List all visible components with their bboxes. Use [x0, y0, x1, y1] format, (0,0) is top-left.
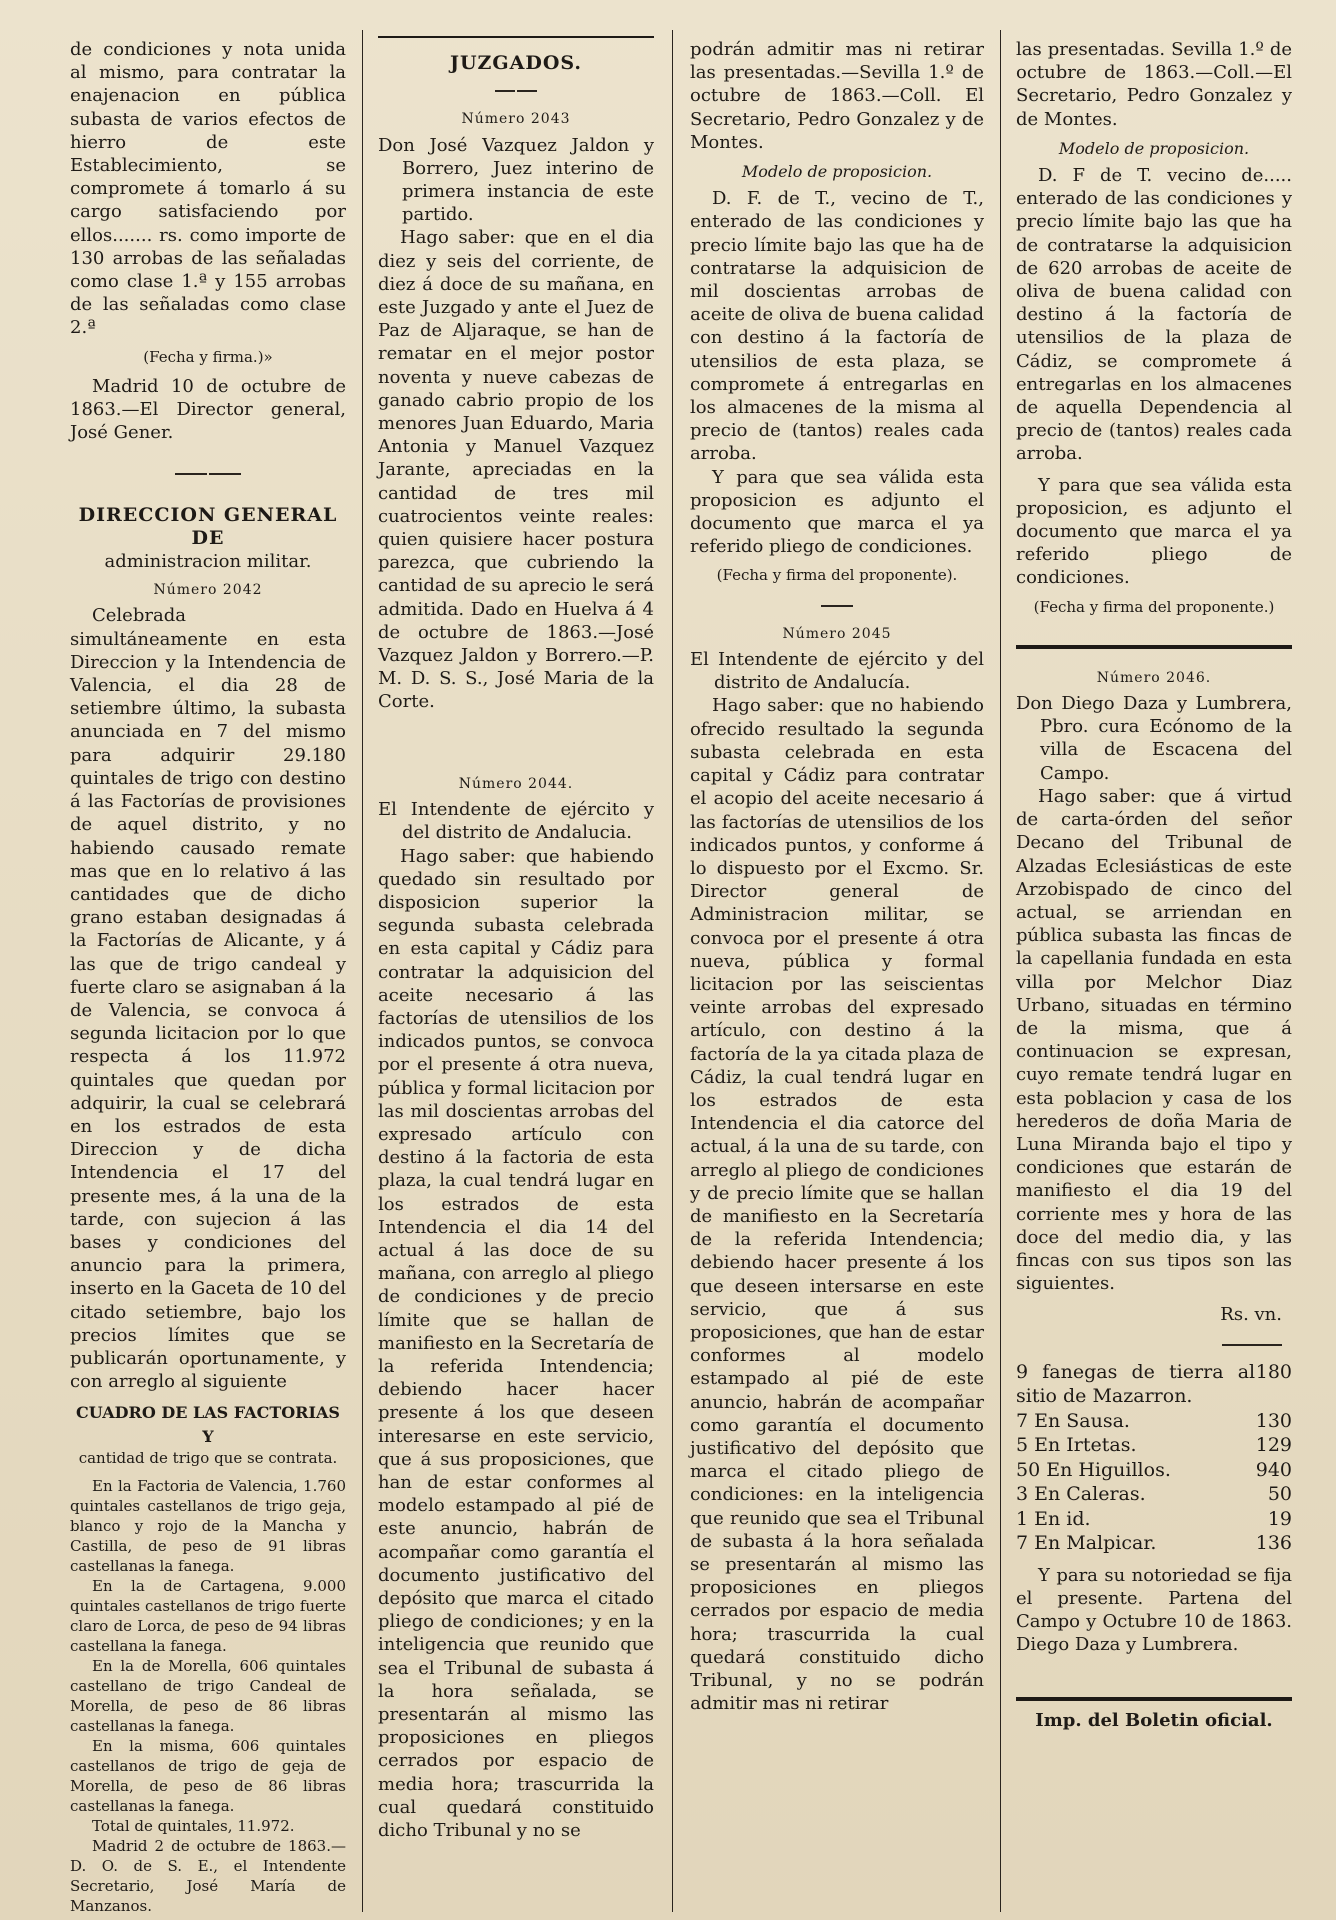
paragraph: D. F. de T., vecino de T., enterado de las condiciones y precio límite bajo las que ha de contratarse la adquisicion de mil doscientas arrobas de aceite de oliva de buena calidad con destino á la factoría de utensilios de esta plaza, se compromete á entregarlas en los almacenes de la misma al precio de (tantos) reales cada arroba.: [690, 188, 984, 465]
paragraph: Don Diego Daza y Lumbrera, Pbro. cura Ecónomo de la villa de Escacena del Campo.: [1016, 693, 1292, 784]
paragraph: Hago saber: que en el dia diez y seis del corriente, de diez á doce de su mañana, en este Juzgado y ante el Juez de Paz de Aljaraque, se han de rematar en el mejor postor noventa y nueve cabezas de ganado cabrio propio de los menores Juan Eduardo, Maria Antonia y Manuel Vazquez Jarante, apreciadas en la cantidad de tres mil cuatrocientos veinte reales: quien quisiere hacer postura parezca, que cubriendo la cantidad de su aprecio le será admitida. Dado en Huelva á 4 de octubre de 1863.—José Vazquez Jaldon y Borrero.—P. M. D. S. S., José Maria de la Corte.: [378, 227, 654, 713]
paragraph: de condiciones y nota unida al mismo, para contratar la enajenacion en pública subasta de varios efectos de hierro de este Establecimiento, se compromete á tomarlo á su cargo satisfaciendo por ellos....... rs. como importe de 130 arrobas de las señaladas como clase 1.ª y 155 arrobas de las señaladas como clase 2.ª: [70, 39, 346, 339]
list-item: En la de Morella, 606 quintales castellano de trigo Candeal de Morella, de peso de 86 libras castellanas la fanega.: [70, 1656, 346, 1735]
table-row: [1016, 1433, 1292, 1458]
row-label: 5 En Irtetas.: [1016, 1434, 1137, 1457]
notice-number: Número 2042: [153, 582, 263, 599]
row-amount: 136: [1255, 1532, 1292, 1555]
row-label: 1 En id.: [1016, 1507, 1091, 1530]
column-2: [368, 0, 664, 1920]
table-row: [1016, 1458, 1292, 1483]
list-item: En la misma, 606 quintales castellanos de trigo de geja de Morella, de peso de 86 libras castellanas la fanega.: [70, 1736, 346, 1815]
separator: [378, 79, 654, 102]
separator: [690, 594, 984, 617]
column-rule: [362, 30, 363, 1912]
top-rule: [378, 36, 654, 38]
row-amount: 50: [1267, 1483, 1292, 1506]
paragraph: El Intendente de ejército y del distrito de Andalucia.: [378, 799, 654, 844]
paragraph: podrán admitir mas ni retirar las presentadas.—Sevilla 1.º de octubre de 1863.—Coll. El Secretario, Pedro Gonzalez y de Montes.: [690, 39, 984, 153]
signature-note: (Fecha y firma.)»: [143, 347, 273, 366]
row-label: 9 fanegas de tierra al sitio de Mazarron.: [1016, 1360, 1256, 1408]
table-row: [1016, 1482, 1292, 1507]
table-row: [1016, 1507, 1292, 1532]
section-heading: DIRECCION GENERAL DE: [78, 503, 338, 549]
paragraph: D. F de T. vecino de..... enterado de las condiciones y precio límite bajo las que ha de contratarse la adquisicion de 620 arrobas de aceite de oliva de buena calidad con destino á la factoría de utensilios de la plaza de Cádiz, se compromete á entregarlas en los almacenes de aquella Dependencia al precio de (tantos) reales cada arroba.: [1016, 165, 1292, 465]
column-3: [680, 0, 994, 1920]
list-item: Total de quintales, 11.972.: [92, 1816, 295, 1835]
table-row: [1016, 1531, 1292, 1556]
list-item: En la Factoria de Valencia, 1.760 quintales castellanos de trigo geja, blanco y rojo de la Mancha y Castilla, de peso de 91 libras castellanas la fanega.: [70, 1476, 346, 1575]
table-subheading: cantidad de trigo que se contrata.: [78, 1448, 338, 1467]
separator: [70, 462, 346, 485]
section-heading: JUZGADOS.: [449, 52, 583, 74]
row-amount: 129: [1255, 1434, 1292, 1457]
thick-rule: [1016, 645, 1292, 649]
row-amount: 180: [1255, 1360, 1292, 1383]
column-4: [1006, 0, 1302, 1920]
paragraph: Y para su notoriedad se fija el presente. Partena del Campo y Octubre 10 de 1863. Diego Daza y Lumbrera.: [1016, 1564, 1292, 1656]
paragraph: Madrid 10 de octubre de 1863.—El Director general, José Gener.: [70, 375, 346, 444]
row-label: 7 En Sausa.: [1016, 1409, 1130, 1432]
row-amount: 940: [1255, 1458, 1292, 1481]
printer-credit: Imp. del Boletin oficial.: [1035, 1709, 1273, 1731]
separator: [1016, 1329, 1282, 1352]
model-heading: Modelo de proposicion.: [1058, 138, 1250, 158]
row-amount: 19: [1267, 1507, 1292, 1530]
paragraph: Y para que sea válida esta proposicion, es adjunto el documento que marca el ya referido pliego de condiciones.: [1016, 474, 1292, 589]
notice-number: Número 2044.: [458, 775, 574, 792]
notice-number: Número 2046.: [1096, 669, 1212, 686]
notice-number: Número 2043: [461, 111, 571, 128]
table-row: [1016, 1409, 1292, 1434]
table-heading: CUADRO DE LAS FACTORIAS Y: [76, 1403, 340, 1446]
paragraph: Hago saber: que á virtud de carta-órden del señor Decano del Tribunal de Alzadas Eclesiásticas de este Arzobispado de cinco del actual, se arriendan en pública subasta las fincas de la capellania fundada en esta villa por Melchor Diaz Urbano, situadas en término de la misma, que á continuacion se expresan, cuyo remate tendrá lugar en esta poblacion y casa de los herederos de doña Maria de Luna Miranda bajo el tipo y condiciones que estarán de manifiesto el dia 19 del corriente mes y hora de las doce del medio dia, y las fincas con sus tipos son las siguientes.: [1016, 785, 1292, 1295]
column-rule: [672, 30, 673, 1912]
currency-header: Rs. vn.: [1220, 1304, 1282, 1326]
thick-rule: [1016, 1697, 1292, 1701]
list-item: En la de Cartagena, 9.000 quintales castellanos de trigo fuerte claro de Lorca, de peso de 94 libras castellana la fanega.: [70, 1576, 346, 1655]
notice-number: Número 2045: [782, 625, 892, 642]
paragraph: El Intendente de ejército y del distrito de Andalucía.: [690, 649, 984, 694]
paragraph: Hago saber: que no habiendo ofrecido resultado la segunda subasta celebrada en esta capital y Cádiz para contratar el acopio del aceite necesario á las factorías de utensilios de los indicados puntos, y conforme á lo dispuesto por el Excmo. Sr. Director general de Administracion militar, se convoca por el presente á otra nueva, pública y formal licitacion por las seiscientas veinte arrobas del expresado artículo, con destino á la factoría de la ya citada plaza de Cádiz, la cual tendrá lugar en los estrados de esta Intendencia el dia catorce del actual, á la una de su tarde, con arreglo al pliego de condiciones y de precio límite que se hallan de manifiesto en la Secretaría de la referida Intendencia; debiendo hacer presente á los que deseen intersarse en este servicio, que á sus proposiciones, que han de estar conformes al modelo estampado al pié de este anuncio, habrán de acompañar como garantía el documento justificativo del depósito que marca el citado pliego de condiciones: en la inteligencia que reunido que sea el Tribunal de subasta á la hora señalada se presentarán al mismo las proposiciones en pliegos cerrados por espacio de media hora; trascurrida la cual quedará constituido dicho Tribunal, y no se podrán admitir mas ni retirar: [690, 695, 984, 1715]
paragraph: Hago saber: que habiendo quedado sin resultado por disposicion superior la segunda subasta celebrada en esta capital y Cádiz para contratar la adquisicion del aceite necesario á las factorías de utensilios de los indicados puntos, se convoca por el presente á otra nueva, pública y formal licitacion por las mil doscientas arrobas del expresado artículo con destino á la factoria de esta plaza, la cual tendrá lugar en los estrados de esta Intendencia el dia 14 del actual á las doce de su mañana, con arreglo al pliego de condiciones y de precio límite que se hallan de manifiesto en la Secretaría de la referida Intendencia; debiendo hacer hacer presente á los que deseen interesarse en este servicio, que á sus proposiciones, que han de estar conformes al modelo estampado al pié de este anuncio, habrán de acompañar como garantía el documento justificativo del depósito que marca el citado pliego de condiciones; y en la inteligencia que reunido que sea el Tribunal de subasta á la hora señalada, se presentarán al mismo las proposiciones en pliegos cerrados por espacio de media hora; trascurrida la cual quedará constituido dicho Tribunal y no se: [378, 845, 654, 1842]
row-label: 3 En Caleras.: [1016, 1483, 1146, 1506]
section-subheading: administracion militar.: [104, 551, 312, 573]
row-label: 50 En Higuillos.: [1016, 1458, 1171, 1481]
row-amount: 130: [1255, 1409, 1292, 1432]
paragraph: Don José Vazquez Jaldon y Borrero, Juez interino de primera instancia de este partido.: [378, 134, 654, 226]
signature-note: (Fecha y firma del proponente.): [1033, 597, 1275, 616]
signature-note: (Fecha y firma del proponente).: [716, 566, 958, 585]
fincas-table: [1016, 1360, 1292, 1556]
model-heading: Modelo de proposicion.: [741, 162, 933, 182]
column-1: [60, 0, 356, 1920]
paragraph: las presentadas. Sevilla 1.º de octubre de 1863.—Coll.—El Secretario, Pedro Gonzalez y de Montes.: [1016, 39, 1292, 130]
row-label: 7 En Malpicar.: [1016, 1532, 1157, 1555]
table-row: [1016, 1360, 1292, 1409]
paragraph: Y para que sea válida esta proposicion es adjunto el documento que marca el ya referido pliego de condiciones.: [690, 466, 984, 558]
column-rule: [1000, 30, 1001, 1912]
separator: [378, 732, 654, 755]
list-item: Madrid 2 de octubre de 1863.—D. O. de S. E., el Intendente Secretario, José María de Manzanos.: [70, 1836, 346, 1915]
paragraph: Celebrada simultáneamente en esta Direccion y la Intendencia de Valencia, el dia 28 de setiembre último, la subasta anunciada en 7 del mismo para adquirir 29.180 quintales de trigo con destino á las Factorías de provisiones de aquel distrito, y no habiendo causado remate mas que en lo relativo á las cantidades que de dicho grano estaban designadas á la Factorías de Alicante, y á las que de trigo candeal y fuerte claro se asignaban á la de Valencia, se convoca á segunda licitacion por lo que respecta á los 11.972 quintales que quedan por adquirir, la cual se celebrará en los estrados de esta Direccion y de dicha Intendencia el 17 del presente mes, á la una de la tarde, con sujecion á las bases y condiciones del anuncio para la primera, inserto en la Gaceta de 10 del citado setiembre, bajo los precios límites que se publicarán oportunamente, y con arreglo al siguiente: [70, 605, 346, 1393]
